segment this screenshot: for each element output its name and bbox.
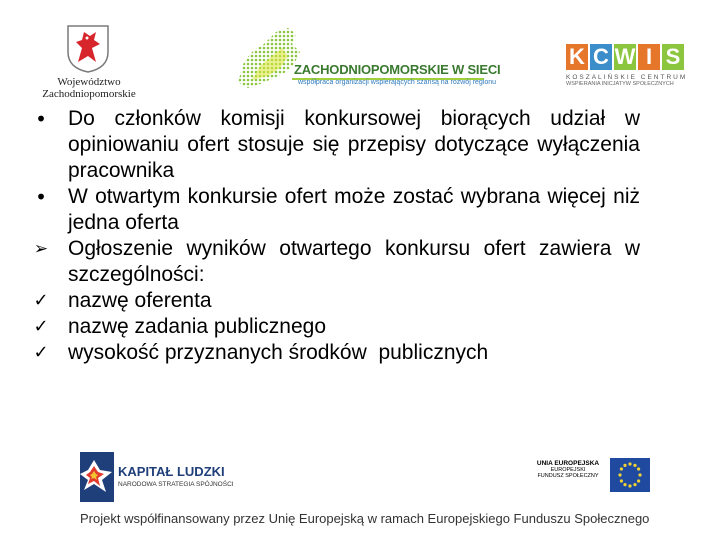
griffin-crest-icon <box>62 22 114 74</box>
bullet-icon: • <box>35 185 47 209</box>
network-logo <box>230 22 500 102</box>
eu-line1: UNIA EUROPEJSKA <box>536 460 600 467</box>
list-item-text: nazwę zadania publicznego <box>68 315 327 338</box>
checkmark-icon: ✓ <box>33 290 49 311</box>
list-item <box>26 314 640 340</box>
kcwis-letter: W <box>614 44 636 69</box>
list-item <box>26 236 640 288</box>
region-logo-line2: Zachodniopomorskie <box>42 88 136 100</box>
list-item-text: nazwę oferenta <box>68 289 212 312</box>
list-item-text: Do członków komisji konkursowej biorących udział w opiniowaniu ofert stosuje się przepisy dotyczące wyłączenia pracownika <box>68 107 640 182</box>
kcwis-line2: WSPIERANIA INICJATYW SPOŁECZNYCH <box>566 81 674 87</box>
kcwis-letter: I <box>638 44 660 70</box>
eu-line2: EUROPEJSKI <box>550 467 586 473</box>
kapital-ludzki-subtitle: NARODOWA STRATEGIA SPÓJNOŚCI <box>118 481 234 488</box>
kcwis-logo <box>566 44 696 104</box>
network-logo-subtitle: współpraca organizacji wspierających szansą na rozwój regionu <box>298 79 497 86</box>
kcwis-line1: KOSZALIŃSKIE CENTRUM <box>566 74 688 81</box>
list-item-text: W otwartym konkursie ofert może zostać wybrana więcej niż jedna oferta <box>68 185 640 234</box>
kapital-ludzki-logo <box>80 452 280 502</box>
eu-logo <box>535 458 655 498</box>
list-item <box>26 288 640 314</box>
list-item-text: Ogłoszenie wyników otwartego konkursu ofert zawiera w szczególności: <box>68 237 640 286</box>
eu-flag-icon <box>610 458 650 492</box>
kapital-ludzki-star-icon <box>80 452 114 502</box>
kcwis-letters <box>566 44 696 70</box>
kcwis-letter: S <box>662 44 684 70</box>
kcwis-letter: C <box>590 44 612 70</box>
region-logo <box>28 22 148 102</box>
bullet-icon: • <box>35 107 47 131</box>
network-logo-title: ZACHODNIOPOMORSKIE W SIECI <box>294 62 501 77</box>
eu-line3: FUNDUSZ SPOŁECZNY <box>537 473 599 479</box>
kcwis-letter: K <box>566 44 588 70</box>
list-item-text: wysokość przyznanych środków publicznych <box>68 341 489 364</box>
arrow-bullet-icon: ➢ <box>33 239 49 259</box>
list-item <box>26 340 640 366</box>
project-funding-line: Projekt współfinansowany przez Unię Europejską w ramach Europejskiego Funduszu Społecznego <box>80 511 650 526</box>
region-logo-line1: Województwo <box>57 76 121 88</box>
kapital-ludzki-title: KAPITAŁ LUDZKI <box>118 464 225 479</box>
checkmark-icon: ✓ <box>33 342 49 363</box>
list-item <box>26 106 640 184</box>
list-item <box>26 184 640 236</box>
content-list <box>26 106 640 366</box>
checkmark-icon: ✓ <box>33 316 49 337</box>
